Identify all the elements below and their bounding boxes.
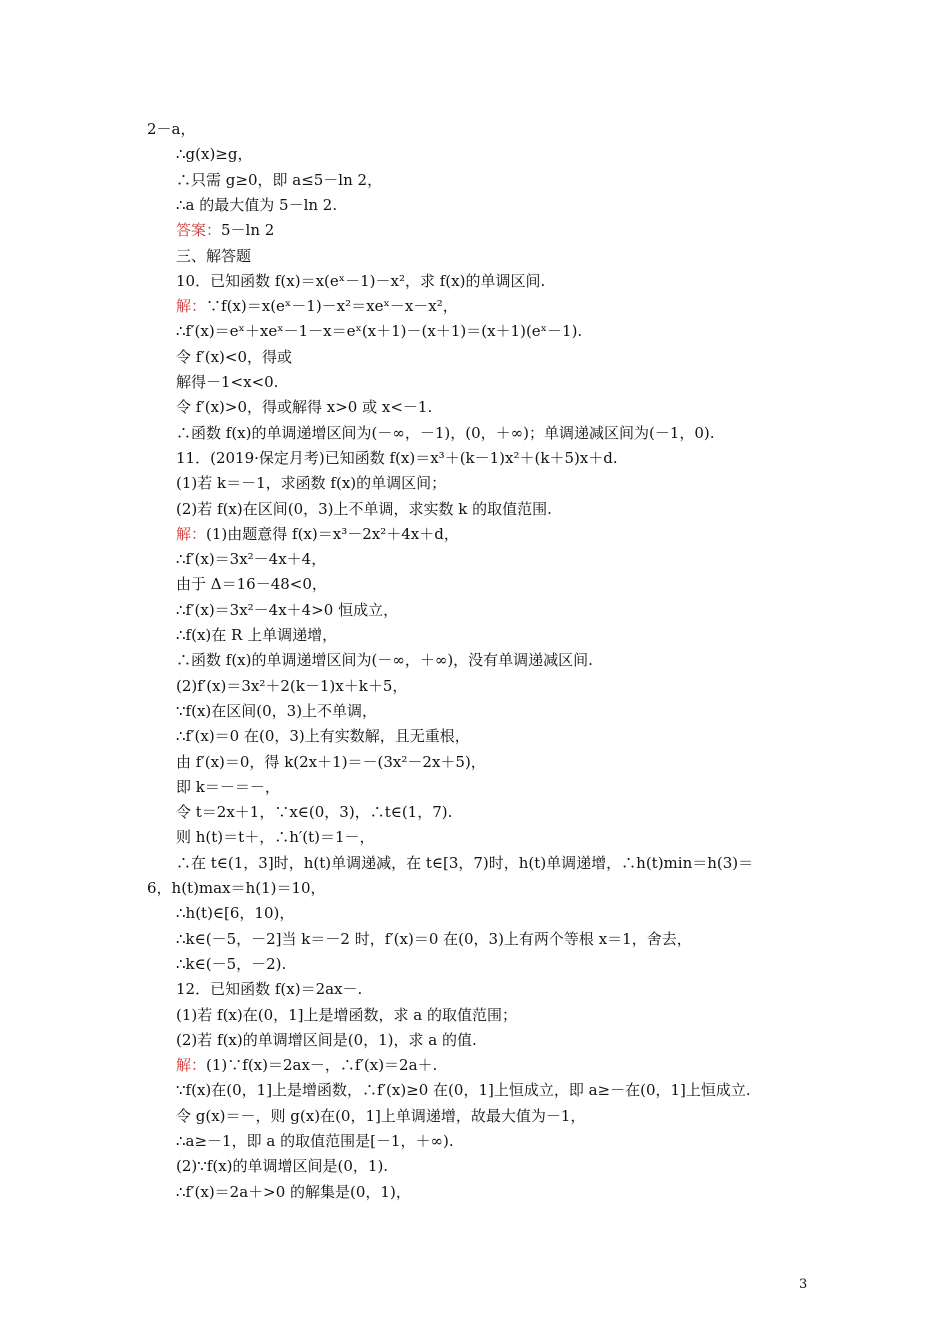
text-line bbox=[176, 903, 294, 923]
question-line bbox=[176, 448, 618, 468]
text-line bbox=[176, 347, 292, 367]
solution-label: 解： bbox=[176, 1056, 207, 1075]
solution-line bbox=[176, 296, 458, 316]
text-line bbox=[176, 321, 582, 341]
line-text: 令 f′(x)>0，得或解得 x>0 或 x<－1. bbox=[176, 398, 433, 417]
line-text: 12．已知函数 f(x)＝2ax－. bbox=[176, 980, 363, 999]
line-text: 2－a， bbox=[147, 120, 196, 138]
line-text: ∴a≥－1，即 a 的取值范围是[－1，＋∞). bbox=[176, 1132, 454, 1150]
text-line bbox=[176, 650, 593, 670]
solution-label: 解： bbox=[176, 524, 207, 543]
solution-label: 解： bbox=[176, 297, 207, 316]
text-line bbox=[176, 1131, 454, 1151]
line-text: ∴f′(x)＝eˣ＋xeˣ－1－x＝eˣ(x＋1)－(x＋1)＝(x＋1)(eˣ－1). bbox=[176, 322, 583, 341]
text-line bbox=[147, 119, 196, 139]
line-text: ∴g(x)≥g， bbox=[176, 145, 253, 164]
line-text: (2)∵f(x)的单调增区间是(0，1). bbox=[176, 1157, 389, 1176]
text-line bbox=[176, 170, 382, 190]
line-text: ∴函数 f(x)的单调递增区间为(－∞，＋∞)，没有单调递减区间. bbox=[176, 651, 593, 670]
text-line bbox=[176, 1030, 477, 1050]
text-line bbox=[176, 954, 286, 974]
line-text: (1)由题意得 f(x)＝x³－2x²＋4x＋d， bbox=[206, 524, 459, 543]
text-line bbox=[176, 827, 375, 847]
text-line bbox=[176, 423, 715, 443]
answer-label: 答案： bbox=[176, 221, 222, 240]
text-line bbox=[176, 144, 252, 164]
line-text: 令 f′(x)<0，得或 bbox=[176, 347, 293, 366]
text-line bbox=[176, 676, 407, 696]
text-line bbox=[176, 1080, 751, 1100]
line-text: 则 h(t)＝t＋，∴h′(t)＝1－， bbox=[176, 828, 375, 847]
text-line bbox=[176, 802, 452, 822]
line-text: ∴在 t∈(1，3]时，h(t)单调递减，在 t∈[3，7)时，h(t)单调递增，∴h(t)min＝h(3)＝ bbox=[176, 853, 754, 872]
text-line bbox=[176, 473, 446, 493]
text-line bbox=[176, 1106, 585, 1126]
line-text: ∴f(x)在 R 上单调递增， bbox=[176, 626, 338, 644]
line-text: 11．(2019·保定月考)已知函数 f(x)＝x³＋(k－1)x²＋(k＋5)x＋d. bbox=[176, 448, 618, 467]
text-line bbox=[176, 777, 280, 797]
line-text: ∴函数 f(x)的单调递增区间为(－∞，－1)，(0，＋∞)；单调递减区间为(－1，0). bbox=[176, 423, 715, 442]
line-text: 令 g(x)＝－，则 g(x)在(0，1]上单调递增，故最大值为－1， bbox=[176, 1106, 586, 1125]
text-line bbox=[176, 929, 692, 949]
line-text: ∴h(t)∈[6，10)， bbox=[176, 904, 295, 923]
text-line bbox=[176, 701, 377, 721]
line-text: ∴只需 g≥0，即 a≤5－ln 2， bbox=[176, 170, 383, 189]
text-line bbox=[176, 499, 552, 519]
text-line bbox=[176, 195, 337, 215]
line-text: ∵f(x)在(0，1]上是增函数，∴f′(x)≥0 在(0，1]上恒成立，即 a≥－在(0，1]上恒成立. bbox=[176, 1081, 751, 1100]
solution-line bbox=[176, 524, 459, 544]
line-text: 6，h(t)max＝h(1)＝10， bbox=[147, 879, 326, 897]
line-text: 解得－1<x<0. bbox=[176, 373, 279, 391]
line-text: 5－ln 2 bbox=[221, 221, 275, 240]
question-line bbox=[176, 271, 545, 291]
line-text: (1)∵f(x)＝2ax－，∴f′(x)＝2a＋. bbox=[206, 1056, 438, 1075]
text-line bbox=[176, 574, 327, 594]
line-text: 令 t＝2x＋1，∵x∈(0，3)，∴t∈(1，7). bbox=[176, 803, 453, 822]
line-text: 即 k＝－＝－， bbox=[176, 777, 280, 796]
text-line bbox=[176, 853, 753, 873]
line-text: 三、解答题 bbox=[176, 246, 252, 265]
line-text: ∴a 的最大值为 5－ln 2. bbox=[176, 195, 338, 214]
line-text: ∴f′(x)＝3x²－4x＋4， bbox=[176, 550, 327, 569]
text-line bbox=[176, 752, 486, 772]
page-number: 3 bbox=[799, 1277, 808, 1292]
solution-line bbox=[176, 1055, 437, 1075]
text-line bbox=[176, 726, 470, 746]
line-text: ∴k∈(－5，－2). bbox=[176, 954, 287, 973]
text-line bbox=[176, 1156, 388, 1176]
line-text: ∴f′(x)＝0 在(0，3)上有实数解，且无重根， bbox=[176, 727, 470, 746]
line-text: 10．已知函数 f(x)＝x(eˣ－1)－x²，求 f(x)的单调区间. bbox=[176, 271, 546, 290]
answer-line bbox=[176, 220, 274, 240]
line-text: ∴f′(x)＝2a＋>0 的解集是(0，1)， bbox=[176, 1182, 411, 1201]
line-text: 由 f′(x)＝0，得 k(2x＋1)＝－(3x²－2x＋5)， bbox=[176, 752, 486, 771]
line-text: 由于 Δ＝16－48<0， bbox=[176, 575, 327, 594]
line-text: ∵f(x)＝x(eˣ－1)－x²＝xeˣ－x－x²， bbox=[206, 297, 458, 316]
line-text: (1)若 f(x)在(0，1]上是增函数，求 a 的取值范围； bbox=[176, 1005, 518, 1024]
line-text: (2)若 f(x)在区间(0，3)上不单调，求实数 k 的取值范围. bbox=[176, 499, 552, 518]
text-line bbox=[176, 372, 278, 392]
text-line bbox=[176, 1182, 411, 1202]
section-heading bbox=[176, 246, 251, 266]
text-line bbox=[176, 397, 432, 417]
text-line bbox=[176, 625, 337, 645]
text-line bbox=[176, 600, 398, 620]
line-text: ∴k∈(－5，－2]当 k＝－2 时，f′(x)＝0 在(0，3)上有两个等根 x＝1，舍去， bbox=[176, 929, 692, 948]
line-text: (1)若 k＝－1，求函数 f(x)的单调区间； bbox=[176, 474, 447, 493]
question-line bbox=[176, 979, 362, 999]
text-line bbox=[147, 878, 326, 898]
line-text: (2)若 f(x)的单调增区间是(0，1)，求 a 的值. bbox=[176, 1030, 477, 1049]
line-text: ∴f′(x)＝3x²－4x＋4>0 恒成立， bbox=[176, 600, 399, 619]
line-text: (2)f′(x)＝3x²＋2(k－1)x＋k＋5， bbox=[176, 676, 408, 695]
text-line bbox=[176, 1005, 517, 1025]
line-text: ∵f(x)在区间(0，3)上不单调， bbox=[176, 701, 378, 720]
text-line bbox=[176, 549, 326, 569]
